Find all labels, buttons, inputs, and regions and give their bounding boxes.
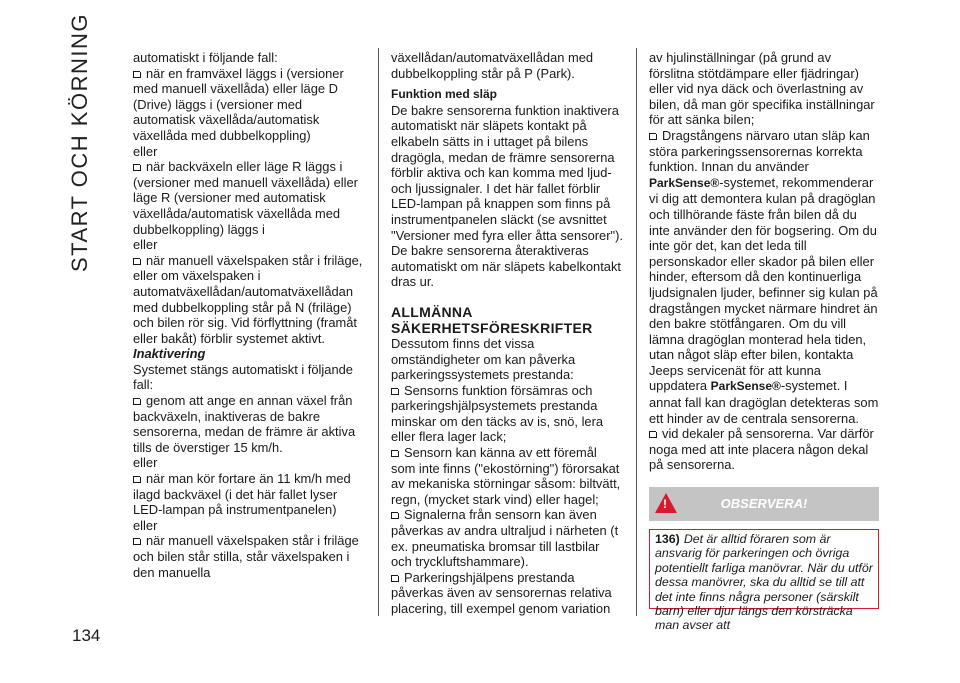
text-column-3 (649, 50, 879, 633)
text-column-1 (133, 50, 365, 580)
column-divider (636, 48, 637, 616)
bullet-icon (133, 476, 141, 483)
bullet-icon (391, 388, 399, 395)
bullet-icon (649, 431, 657, 438)
paragraph: automatiskt i följande fall: (133, 50, 278, 65)
paragraph: Dessutom finns det vissa omständigheter om kan påverka parkeringssystemets prestanda: (391, 335, 576, 383)
bullet-item: Parkeringshjälpens prestanda påverkas även av sensorernas relativa placering, till exempel genom variation (391, 569, 612, 616)
bullet-item: Sensorns funktion försämras och parkeringshjälpsystemets prestanda minskar om den täcks av is, snö, lera eller flera lager lack; (391, 382, 604, 445)
bullet-icon (391, 512, 399, 519)
section-heading: ALLMÄNNA SÄKERHETSFÖRESKRIFTER (391, 303, 593, 336)
paragraph: eller (133, 143, 158, 159)
bullet-item: Signalerna från sensorn kan även påverkas av andra ultraljud i närheten (t ex. pneumatiska bromsar till lastbilar och tryckluftshammare). (391, 507, 619, 570)
page-number: 134 (72, 626, 101, 645)
paragraph: växellådan/automatväxellådan med dubbelkoppling står på P (Park). (391, 50, 594, 81)
warning-box (649, 529, 879, 633)
brand-name: ParkSense® (649, 175, 720, 190)
paragraph: eller (133, 455, 158, 471)
bullet-icon (391, 450, 399, 457)
bullet-item: när man kör fortare än 11 km/h med ilagd backväxel (i det här fallet lyser LED-lampan på instrumentpanelen) (133, 471, 351, 518)
bullet-item: när en framväxel läggs i (versioner med manuell växellåda) eller läge D (Drive) läggs i (versioner med automatisk växellåda/automatisk växellåda med dubbelkoppling) (133, 65, 344, 143)
column-divider (378, 48, 379, 616)
bullet-item: när manuell växelspaken står i friläge, eller om växelspaken i automatväxellådan/automatväxellådan med dubbelkoppling står på N (friläge) och bilen rör sig. Vid förflyttning (framåt eller bakåt) förblir systemet aktivt. (133, 252, 363, 346)
warning-number: 136) (655, 532, 680, 547)
section-side-title: START OCH KÖRNING (67, 13, 92, 272)
paragraph: De bakre sensorerna funktion inaktivera automatiskt när släpets kontakt på elkabeln sätts in i uttaget på bilens dragögla, medan de främre sensorerna förblir aktiva och kan komma med ljud- och ljussignaler. I det här fallet förblir LED-lampan på knappen som finns på instrumentpanelen släckt (se avsnittet "Versioner med fyra eller åtta sensorer"). De bakre sensorerna återaktiveras automatiskt om när släpets kabelkontakt dras ur. (391, 102, 623, 290)
text-column-2 (391, 50, 623, 617)
bullet-item: när manuell växelspaken står i friläge och bilen står stilla, står växelspaken i den manuella (133, 533, 359, 580)
paragraph: eller (133, 517, 158, 533)
bullet-item: när backväxeln eller läge R läggs i (versioner med manuell växellåda) eller läge R (versioner med automatisk växellåda/automatisk växellåda med dubbelkoppling) läggs i (133, 159, 358, 237)
bullet-icon (133, 164, 141, 171)
bullet-item: genom att ange en annan växel från backväxeln, inaktiveras de bakre sensorerna, medan de främre är aktiva tills de överstiger 15 km/h. (133, 393, 356, 455)
paragraph: Systemet stängs automatiskt i följande fall: (133, 361, 353, 393)
bullet-item: Dragstångens närvaro utan släp kan störa parkeringssensorernas korrekta funktion. Innan du använder ParkSense®-systemet, rekommenderar vi dig att demontera kulan på dragöglan och tillhörande fäste från bilen då du inte använder den för bogsering. Om du inte gör det, kan det leda till personskador eller skador på bilen eller hinder, eftersom då den kontinuerliga ljudsignalen ljuder, befinner sig kulan på dragstången mycket närmare hindret än den bakre stötfångaren. Om du vill lämna dragöglan monterad hela tiden, utan något släp efter bilen, kontakta Jeeps servicenät för att kunna uppdatera ParkSense®-systemet. I annat fall kan dragöglan detekteras som ett hinder av de centrala sensorerna. (649, 127, 879, 426)
bullet-icon (133, 538, 141, 545)
bullet-icon (133, 71, 141, 78)
bullet-icon (391, 575, 399, 582)
warning-text: Det är alltid föraren som är ansvarig för parkeringen och övriga potentiellt farliga manövrar. När du utför dessa manövrer, ska du alltid se till att det inte finns några personer (särskilt barn) eller djur längs den körsträcka man avser att (655, 532, 873, 633)
paragraph: av hjulinställningar (på grund av förslitna stötdämpare eller fjädringar) eller vid nya däck och överlastning av bilen, då man gör specifika inställningar för att sänka bilen; (649, 50, 875, 128)
subheading: Inaktivering (133, 346, 206, 362)
subheading: Funktion med släp (391, 87, 498, 102)
brand-name: ParkSense® (710, 379, 781, 394)
bullet-item: Sensorn kan känna av ett föremål som inte finns ("ekostörning") förorsakat av mekaniska störningar såsom: biltvätt, regn, (mycket stark vind) eller hagel; (391, 445, 621, 507)
bullet-icon (133, 398, 141, 405)
warning-triangle-icon: ! (655, 493, 677, 513)
notice-banner (649, 487, 879, 521)
bullet-icon (649, 133, 657, 140)
paragraph: eller (133, 237, 158, 253)
bullet-item: vid dekaler på sensorerna. Var därför noga med att inte placera någon dekal på sensorerna. (649, 426, 874, 473)
notice-title: OBSERVERA! (720, 496, 808, 512)
bullet-icon (133, 258, 141, 265)
